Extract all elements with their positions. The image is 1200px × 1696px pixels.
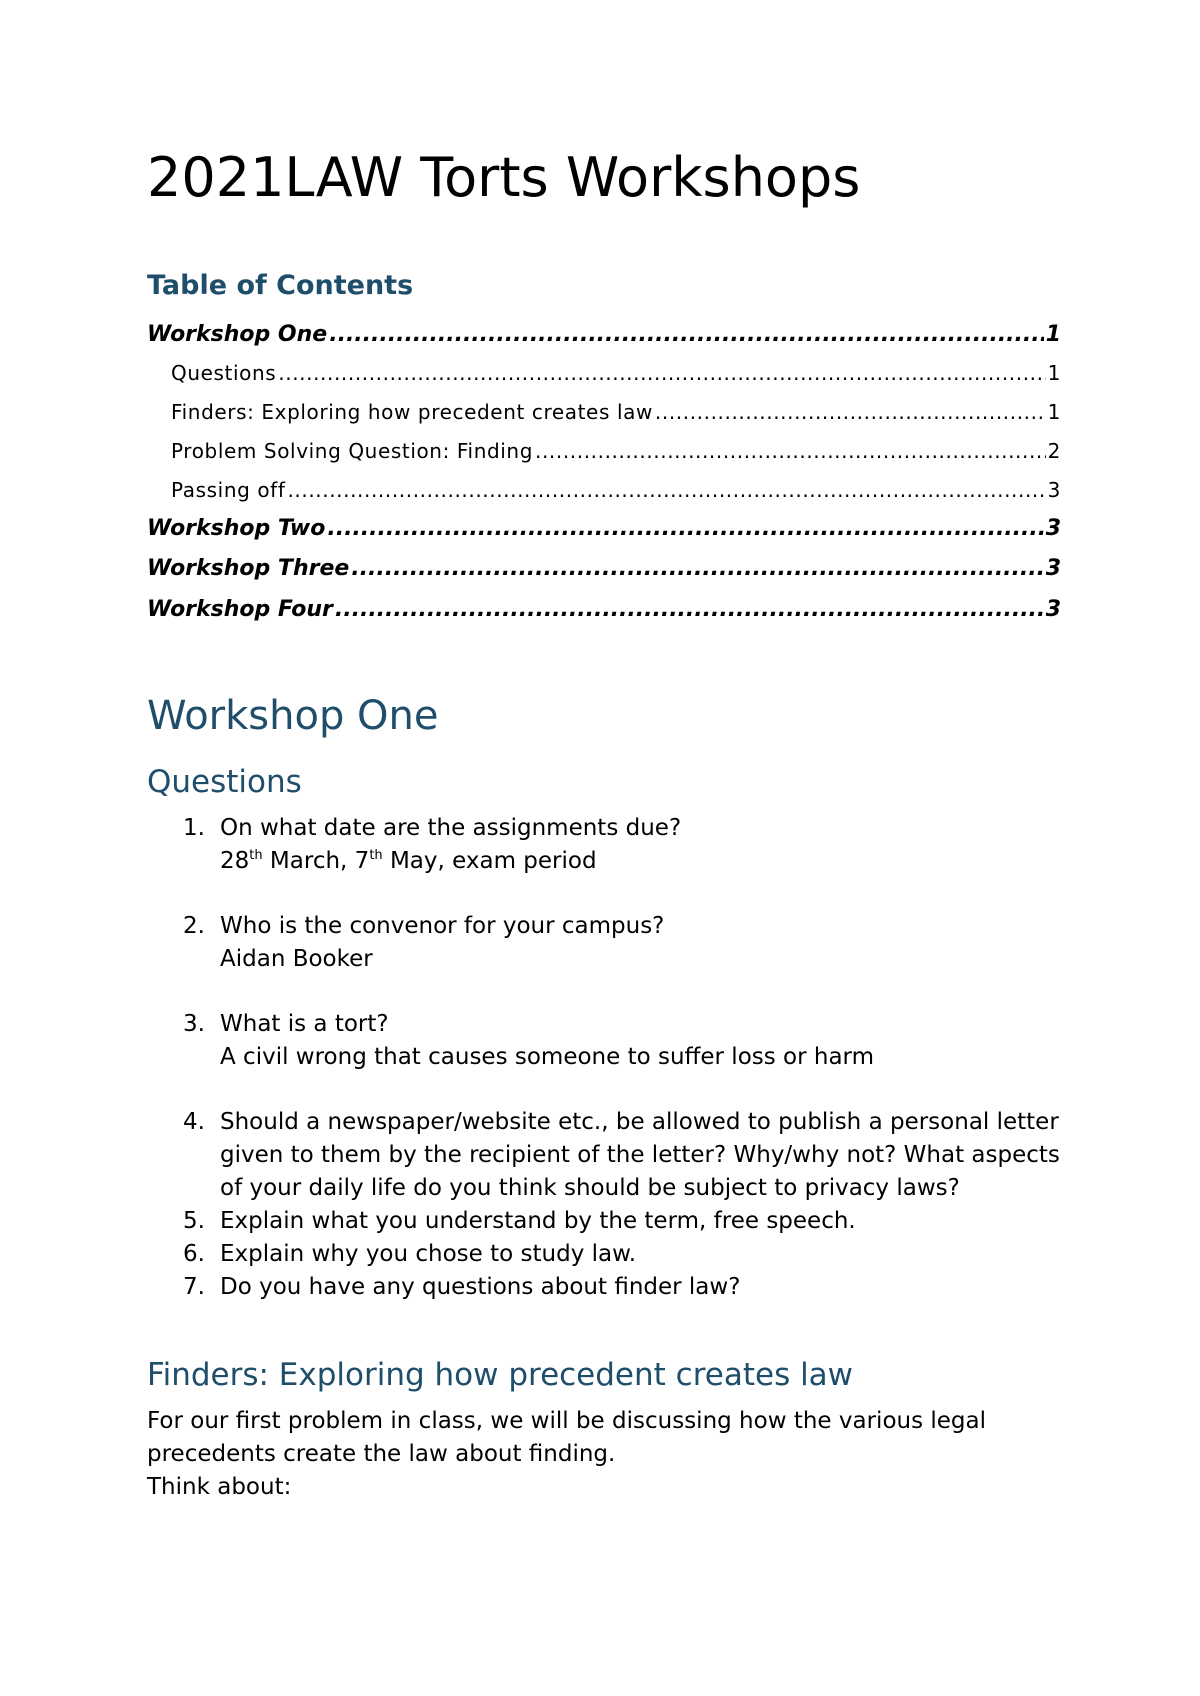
toc-entry-workshop-two[interactable]	[147, 514, 1061, 544]
document-title: 2021LAW Torts Workshops	[147, 146, 861, 209]
list-number: 4.	[183, 1109, 205, 1135]
toc-page-number: 1	[1047, 400, 1061, 424]
toc-dot-leader	[287, 476, 1045, 504]
answer-text: A civil wrong that causes someone to suffer loss or harm	[220, 1044, 875, 1070]
list-item	[147, 1271, 1061, 1304]
toc-dot-leader	[329, 320, 1043, 350]
toc-dot-leader	[278, 359, 1045, 387]
toc-page-number: 3	[1047, 478, 1061, 502]
toc-entry-workshop-four[interactable]	[147, 595, 1061, 625]
toc-page-number: 1	[1045, 322, 1061, 347]
finders-paragraph: For our first problem in class, we will be discussing how the various legal precedents create the law about finding.	[147, 1408, 987, 1467]
list-item	[147, 910, 1061, 976]
answer-text: 28th March, 7th May, exam period	[220, 848, 597, 874]
list-item	[147, 1205, 1061, 1238]
questions-list	[147, 812, 1061, 1304]
toc-dot-leader	[351, 554, 1043, 584]
toc-entry-finders[interactable]	[147, 398, 1061, 426]
toc-heading: Table of Contents	[147, 270, 414, 301]
toc-entry-problem-solving[interactable]	[147, 437, 1061, 465]
think-about-text: Think about:	[147, 1474, 292, 1500]
toc-entry-label: Questions	[171, 361, 277, 385]
toc-entry-passing-off[interactable]	[147, 476, 1061, 504]
toc-dot-leader	[327, 514, 1043, 544]
toc-page-number: 2	[1047, 439, 1061, 463]
list-number: 3.	[183, 1011, 205, 1037]
toc-entry-label: Workshop Four	[147, 597, 333, 622]
toc-entry-label: Workshop Three	[147, 556, 350, 581]
list-item	[147, 1008, 1061, 1074]
question-text: Explain why you chose to study law.	[220, 1241, 637, 1267]
question-text: Should a newspaper/website etc., be allowed to publish a personal letter given to them by the recipient of the letter? Why/why not? What aspects of your daily life do you think should be subject to privacy laws?	[220, 1109, 1060, 1201]
questions-heading: Questions	[147, 764, 302, 800]
toc-dot-leader	[535, 437, 1046, 465]
toc-entry-label: Finders: Exploring how precedent creates law	[171, 400, 653, 424]
list-item	[147, 1106, 1061, 1205]
document-page	[147, 0, 1061, 1696]
toc-entry-workshop-one[interactable]	[147, 320, 1061, 350]
list-item	[147, 812, 1061, 878]
list-number: 7.	[183, 1274, 205, 1300]
toc-entry-questions[interactable]	[147, 359, 1061, 387]
toc-entry-label: Passing off	[171, 478, 286, 502]
question-text: What is a tort?	[220, 1011, 389, 1037]
question-text: Explain what you understand by the term, free speech.	[220, 1208, 856, 1234]
list-number: 1.	[183, 815, 205, 841]
toc-dot-leader	[335, 595, 1044, 625]
answer-text: Aidan Booker	[220, 946, 373, 972]
toc-entry-label: Workshop Two	[147, 516, 326, 541]
question-text: Who is the convenor for your campus?	[220, 913, 665, 939]
workshop-one-heading: Workshop One	[147, 693, 439, 739]
toc-page-number: 3	[1045, 516, 1061, 541]
list-number: 2.	[183, 913, 205, 939]
toc-page-number: 1	[1047, 361, 1061, 385]
finders-heading: Finders: Exploring how precedent creates law	[147, 1357, 854, 1393]
toc-entry-workshop-three[interactable]	[147, 554, 1061, 584]
list-item	[147, 1238, 1061, 1271]
question-text: Do you have any questions about finder law?	[220, 1274, 741, 1300]
toc-dot-leader	[655, 398, 1046, 426]
toc-entry-label: Problem Solving Question: Finding	[171, 439, 533, 463]
toc-entry-label: Workshop One	[147, 322, 328, 347]
question-text: On what date are the assignments due?	[220, 815, 682, 841]
list-number: 6.	[183, 1241, 205, 1267]
toc-page-number: 3	[1045, 597, 1061, 622]
toc-page-number: 3	[1045, 556, 1061, 581]
list-number: 5.	[183, 1208, 205, 1234]
